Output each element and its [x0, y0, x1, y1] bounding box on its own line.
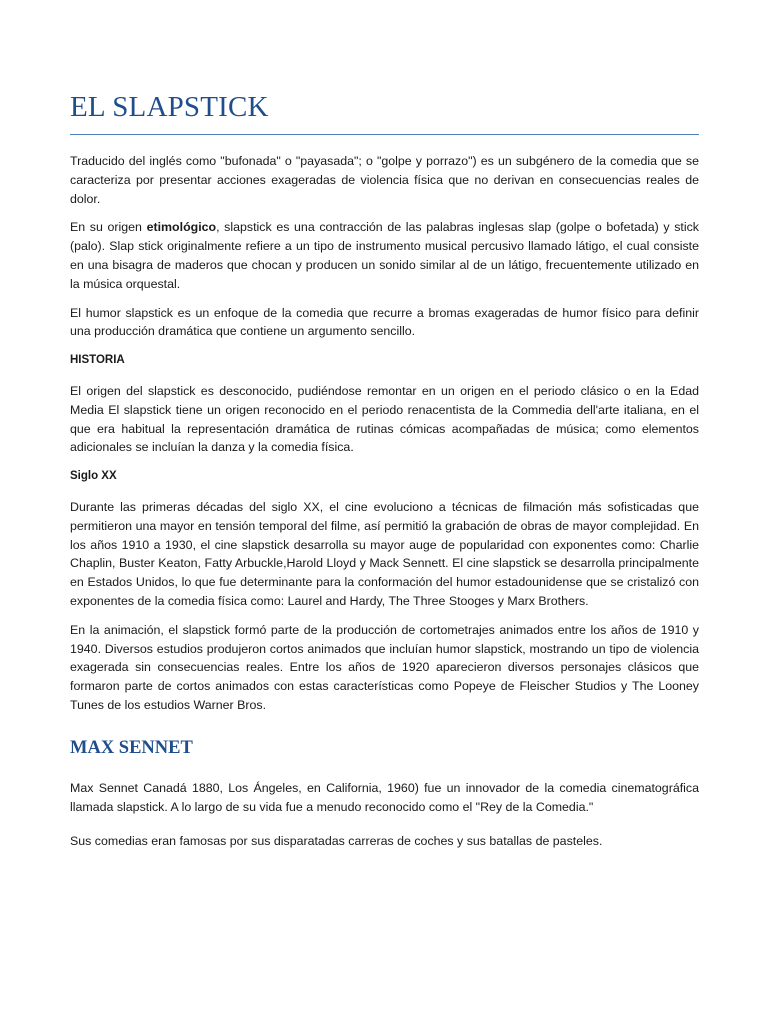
page-title: EL SLAPSTICK — [70, 91, 269, 123]
humor-paragraph: El humor slapstick es un enfoque de la comedia que recurre a bromas exageradas de humor físico para definir una producción dramática que contiene un argumento sencillo. — [70, 305, 699, 339]
origin-rest: , slapstick es una contracción de las palabras inglesas slap (golpe o bofetada) y stick (palo). Slap stick originalmente refiere a un tipo de instrumento musical percusivo llamado látigo, el cual consiste en una bisagra de maderos que chocan y producen un sonido similar al de un látigo, frecuentemente utilizado en la música orquestal. — [70, 220, 699, 291]
origin-prefix: En su origen — [70, 220, 147, 235]
siglo-heading: Siglo XX — [70, 470, 117, 483]
historia-heading: HISTORIA — [70, 354, 125, 367]
document-body — [70, 135, 699, 851]
animacion-paragraph: En la animación, el slapstick formó parte de la producción de cortometrajes animados entre los años de 1910 y 1940. Diversos estudios produjeron cortos animados que incluían humor slapstick, mostrando un tipo de violencia exagerada sin consecuencias reales. Entre los años de 1920 aparecieron diversos personajes clásicos que formaron parte de cortos animados con estas características como Popeye de Fleischer Studios y The Looney Tunes de los estudios Warner Bros. — [70, 622, 699, 712]
siglo-paragraph: Durante las primeras décadas del siglo XX, el cine evoluciono a técnicas de filmación más sofisticadas que permitieron una mayor en tensión temporal del filme, así permitió la grabación de obras de mayor complejidad. En los años 1910 a 1930, el cine slapstick desarrolla su mayor auge de popularidad con exponentes como: Charlie Chaplin, Buster Keaton, Fatty Arbuckle,Harold Lloyd y Mack Sennett. El cine slapstick se desarrolla principalmente en Estados Unidos, lo que fue determinante para la conformación del humor estadounidense que se cristalizó con exponentes de la comedia física como: Laurel and Hardy, The Three Stooges y Marx Brothers. — [70, 499, 699, 608]
intro-paragraph: Traducido del inglés como "bufonada" o "payasada"; o "golpe y porrazo") es un subgénero de la comedia que se caracteriza por presentar acciones exageradas de violencia física que no derivan en consecuencias reales de dolor. — [70, 154, 699, 206]
max-comedias-paragraph: Sus comedias eran famosas por sus disparatadas carreras de coches y sus batallas de pasteles. — [70, 834, 603, 849]
max-bio-paragraph: Max Sennet Canadá 1880, Los Ángeles, en California, 1960) fue un innovador de la comedia cinematográfica llamada slapstick. A lo largo de su vida fue a menudo reconocido como el "Rey de la Comedia." — [70, 780, 699, 814]
max-sennet-heading: MAX SENNET — [70, 737, 193, 758]
origin-paragraph — [70, 218, 699, 293]
historia-paragraph: El origen del slapstick es desconocido, pudiéndose remontar en un origen en el periodo clásico o en la Edad Media El slapstick tiene un origen reconocido en el periodo renacentista de la Commedia dell'arte italiana, en el que era habitual la representación dramática de rutinas cómicas acompañadas de música; como elementos adicionales se incluían la danza y la comedia física. — [70, 383, 699, 455]
origin-bold-term: etimológico — [146, 220, 217, 235]
